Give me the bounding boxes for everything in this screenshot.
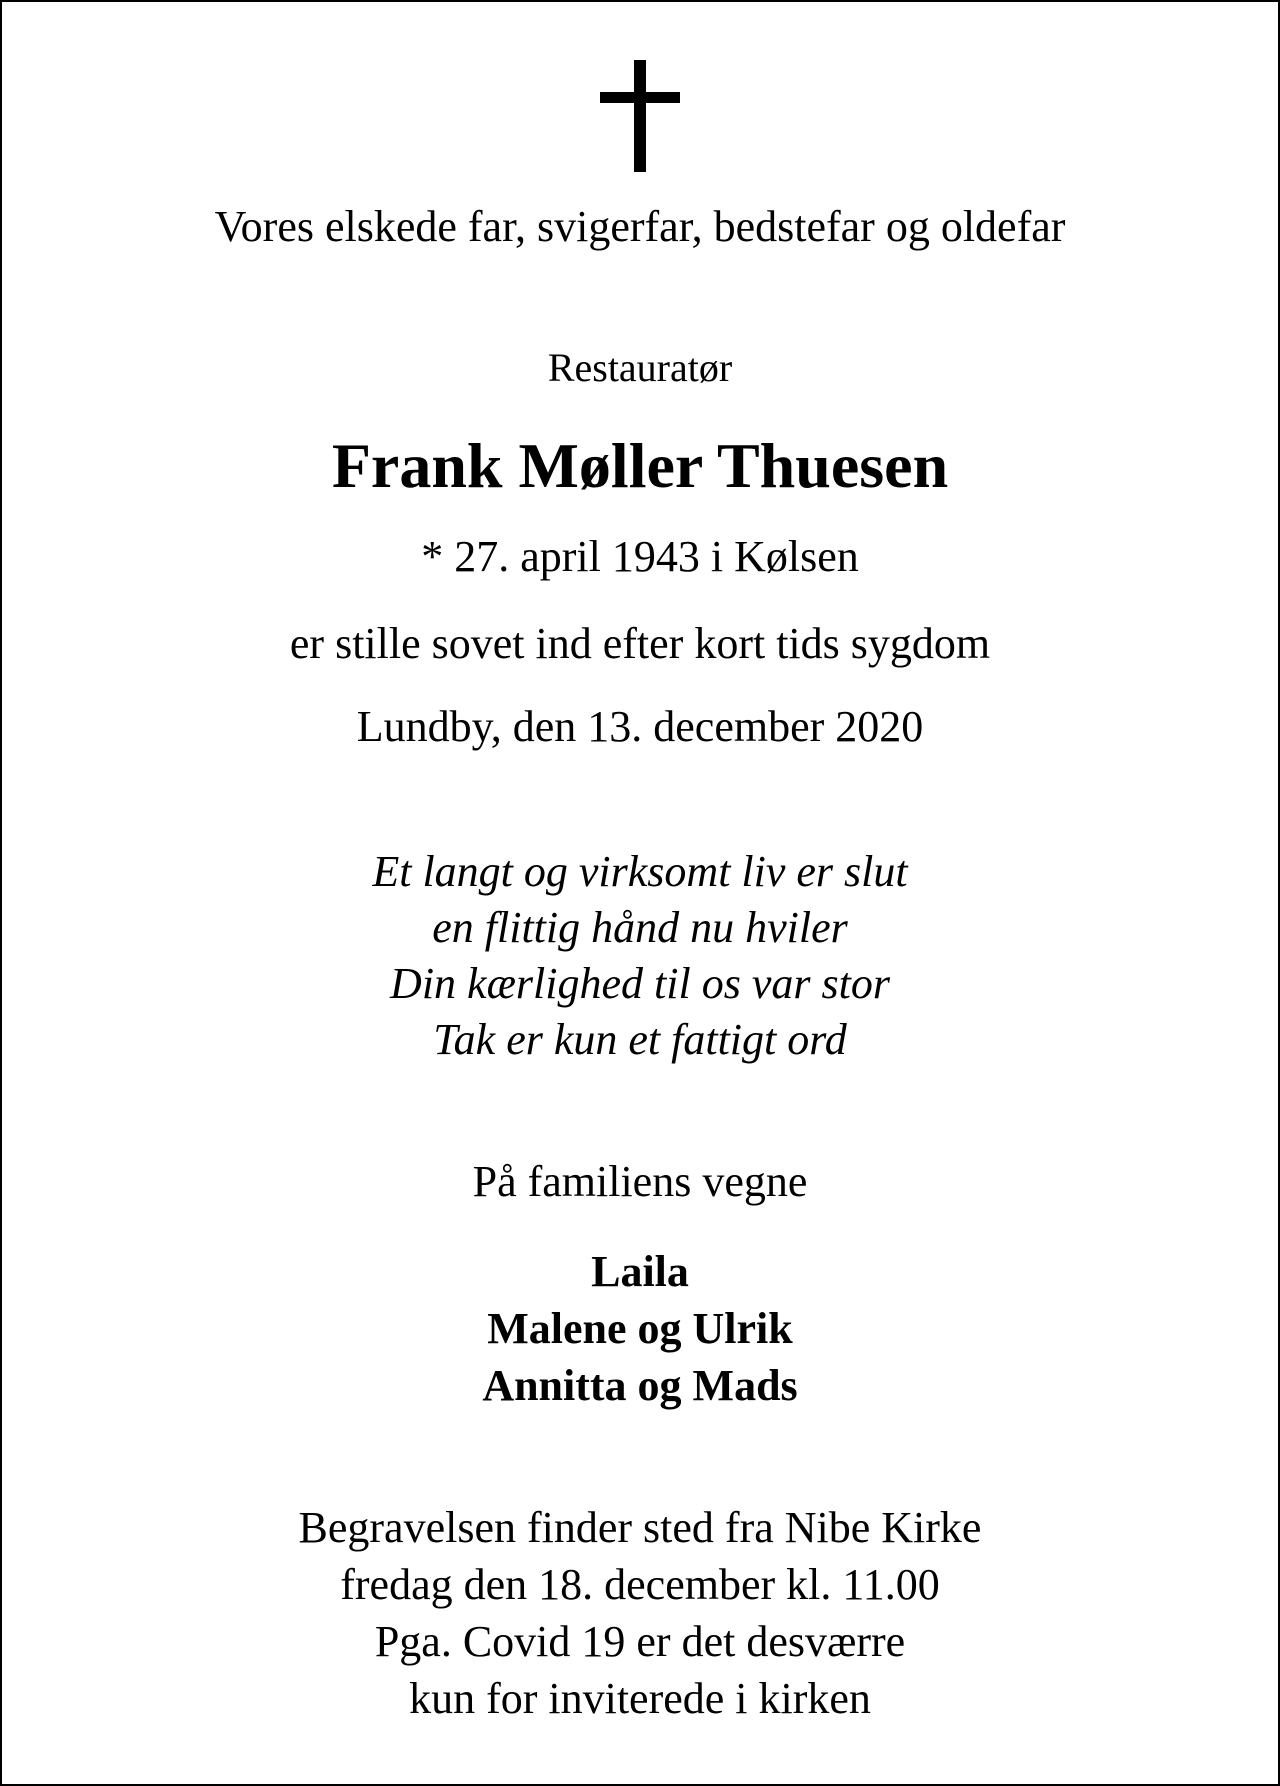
funeral-line: Pga. Covid 19 er det desværre	[374, 1617, 906, 1666]
birth-info: * 27. april 1943 i Kølsen	[421, 532, 859, 581]
funeral-information	[2, 1499, 1278, 1727]
verse-line: Tak er kun et fattigt ord	[433, 1015, 847, 1064]
cross-vertical-bar	[634, 60, 646, 172]
cross-icon	[600, 60, 680, 172]
funeral-line: fredag den 18. december kl. 11.00	[340, 1560, 940, 1609]
verse-line: Et langt og virksomt liv er slut	[372, 847, 908, 896]
family-signatures	[2, 1243, 1278, 1414]
death-statement: er stille sovet ind efter kort tids sygdom	[289, 619, 991, 668]
verse-line: en flittig hånd nu hviler	[432, 903, 848, 952]
deceased-name: Frank Møller Thuesen	[331, 430, 949, 501]
family-member: Laila	[591, 1247, 689, 1296]
on-behalf-text: På familiens vegne	[472, 1157, 808, 1206]
place-and-date: Lundby, den 13. december 2020	[356, 702, 924, 751]
family-member: Annitta og Mads	[482, 1361, 798, 1410]
occupation-title: Restauratør	[547, 345, 733, 390]
funeral-line: Begravelsen finder sted fra Nibe Kirke	[298, 1503, 982, 1552]
verse-line: Din kærlighed til os var stor	[390, 959, 890, 1008]
funeral-line: kun for inviterede i kirken	[409, 1674, 871, 1723]
memorial-verse	[2, 844, 1278, 1068]
intro-text: Vores elskede far, svigerfar, bedstefar og oldefar	[214, 202, 1066, 251]
cross-horizontal-bar	[600, 92, 680, 103]
family-member: Malene og Ulrik	[487, 1304, 793, 1353]
